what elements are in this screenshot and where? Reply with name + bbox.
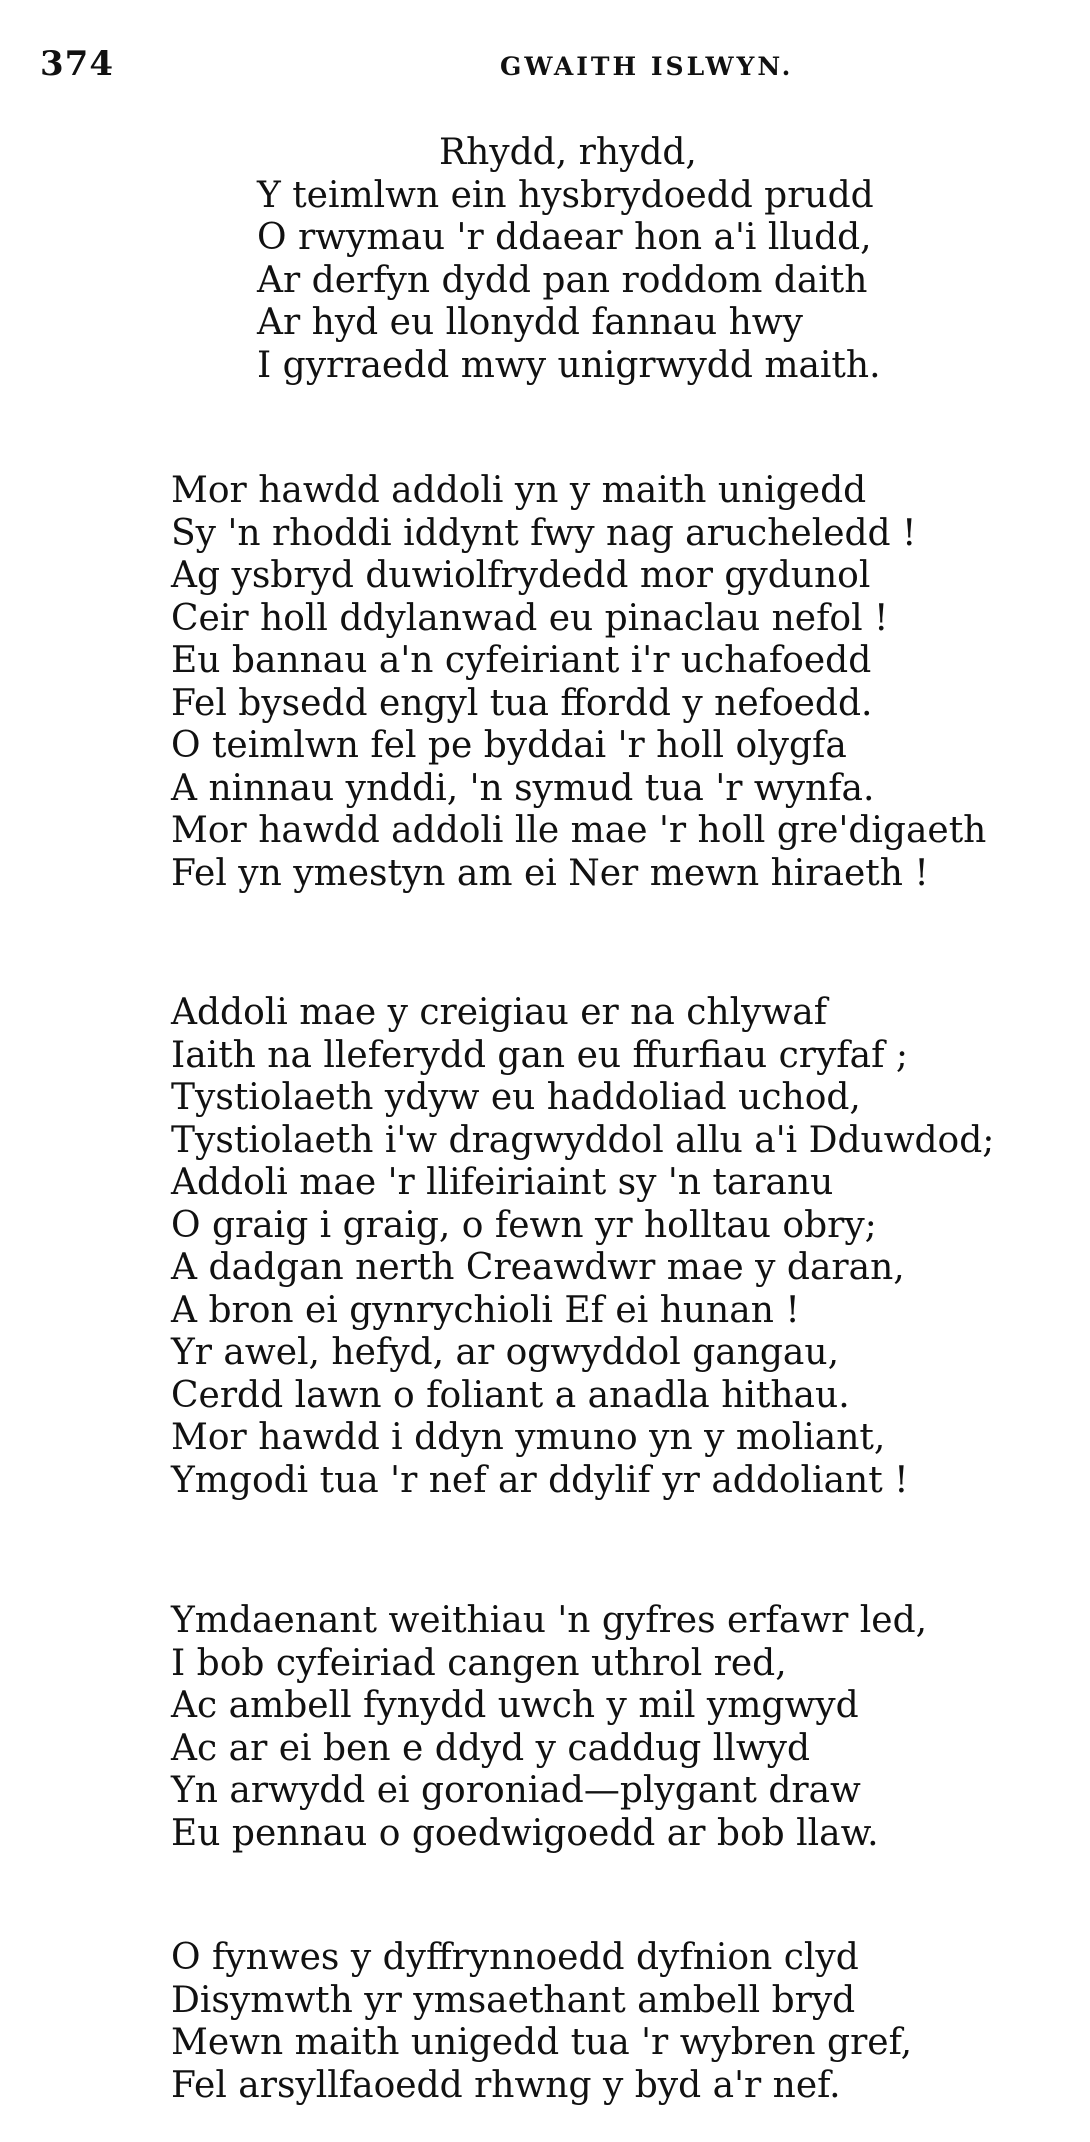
poem-line: O graig i graig, o fewn yr holltau obry; (171, 1204, 877, 1246)
poem-line: Tystiolaeth i'w dragwyddol allu a'i Dduwdod; (171, 1119, 995, 1161)
poem-line: A bron ei gynrychioli Ef ei hunan ! (171, 1289, 800, 1331)
poem-line: Disymwth yr ymsaethant ambell bryd (171, 1979, 856, 2021)
poem-line: Mor hawdd i ddyn ymuno yn y moliant, (171, 1417, 886, 1458)
poem-line: Y teimlwn ein hysbrydoedd prudd (257, 174, 874, 216)
poem-line: Sy 'n rhoddi iddynt fwy nag arucheledd ! (171, 512, 917, 554)
poem-line: O teimlwn fel pe byddai 'r holl olygfa (171, 725, 847, 766)
poem-line: I gyrraedd mwy unigrwydd maith. (257, 344, 881, 386)
poem-line: Fel bysedd engyl tua ffordd y nefoedd. (171, 682, 873, 724)
poem-line: Iaith na lleferydd gan eu ffurfiau cryfaf ; (171, 1034, 908, 1076)
poem-line: Mor hawdd addoli lle mae 'r holl gre'digaeth (171, 810, 987, 851)
poem-line: Ar hyd eu llonydd fannau hwy (257, 302, 803, 343)
poem-line: Eu bannau a'n cyfeiriant i'r uchafoedd (171, 640, 872, 681)
poem-line: Mewn maith unigedd tua 'r wybren gref, (171, 2022, 913, 2063)
poem-line: Ymgodi tua 'r nef ar ddylif yr addoliant ! (171, 1459, 909, 1501)
poem-line: Ac ar ei ben e ddyd y caddug llwyd (171, 1727, 811, 1769)
poem-line: A dadgan nerth Creawdwr mae y daran, (171, 1247, 905, 1288)
poem-line: Yn arwydd ei goroniad—plygant draw (171, 1770, 861, 1811)
poem-line: Ymdaenant weithiau 'n gyfres erfawr led, (171, 1600, 928, 1641)
poem-line: Mor hawdd addoli yn y maith unigedd (171, 470, 867, 511)
poem-line: A ninnau ynddi, 'n symud tua 'r wynfa. (171, 767, 875, 809)
stanza-4 (171, 1600, 927, 1855)
poem-line: Tystiolaeth ydyw eu haddoliad uchod, (171, 1077, 861, 1118)
stanza-1 (257, 132, 881, 387)
poem-line: Yr awel, hefyd, ar ogwyddol gangau, (171, 1332, 840, 1373)
poem-line: I bob cyfeiriad cangen uthrol red, (171, 1642, 787, 1684)
poem-line: Cerdd lawn o foliant a anadla hithau. (171, 1374, 850, 1416)
poem-line: Fel yn ymestyn am ei Ner mewn hiraeth ! (171, 852, 929, 894)
stanza-3 (171, 992, 994, 1502)
poem-line: Addoli mae y creigiau er na chlywaf (171, 992, 828, 1033)
poem-line: O rwymau 'r ddaear hon a'i lludd, (257, 217, 872, 258)
poem-line: Eu pennau o goedwigoedd ar bob llaw. (171, 1812, 879, 1854)
poem-line: Ac ambell fynydd uwch y mil ymgwyd (171, 1685, 859, 1726)
poem-line: O fynwes y dyffrynnoedd dyfnion clyd (171, 1937, 859, 1978)
poem-line: Ar derfyn dydd pan roddom daith (257, 259, 868, 301)
poem-line: Ceir holl ddylanwad eu pinaclau nefol ! (171, 597, 889, 639)
poem-line: Rhydd, rhydd, (439, 132, 697, 173)
poem-line: Addoli mae 'r llifeiriaint sy 'n taranu (171, 1162, 834, 1203)
stanza-5 (171, 1937, 912, 2107)
stanza-2 (171, 470, 986, 895)
poem-line: Ag ysbryd duwiolfrydedd mor gydunol (171, 555, 871, 596)
page-number: 374 (40, 44, 114, 84)
poem-line: Fel arsyllfaoedd rhwng y byd a'r nef. (171, 2064, 841, 2106)
running-title: GWAITH ISLWYN. (500, 52, 794, 81)
